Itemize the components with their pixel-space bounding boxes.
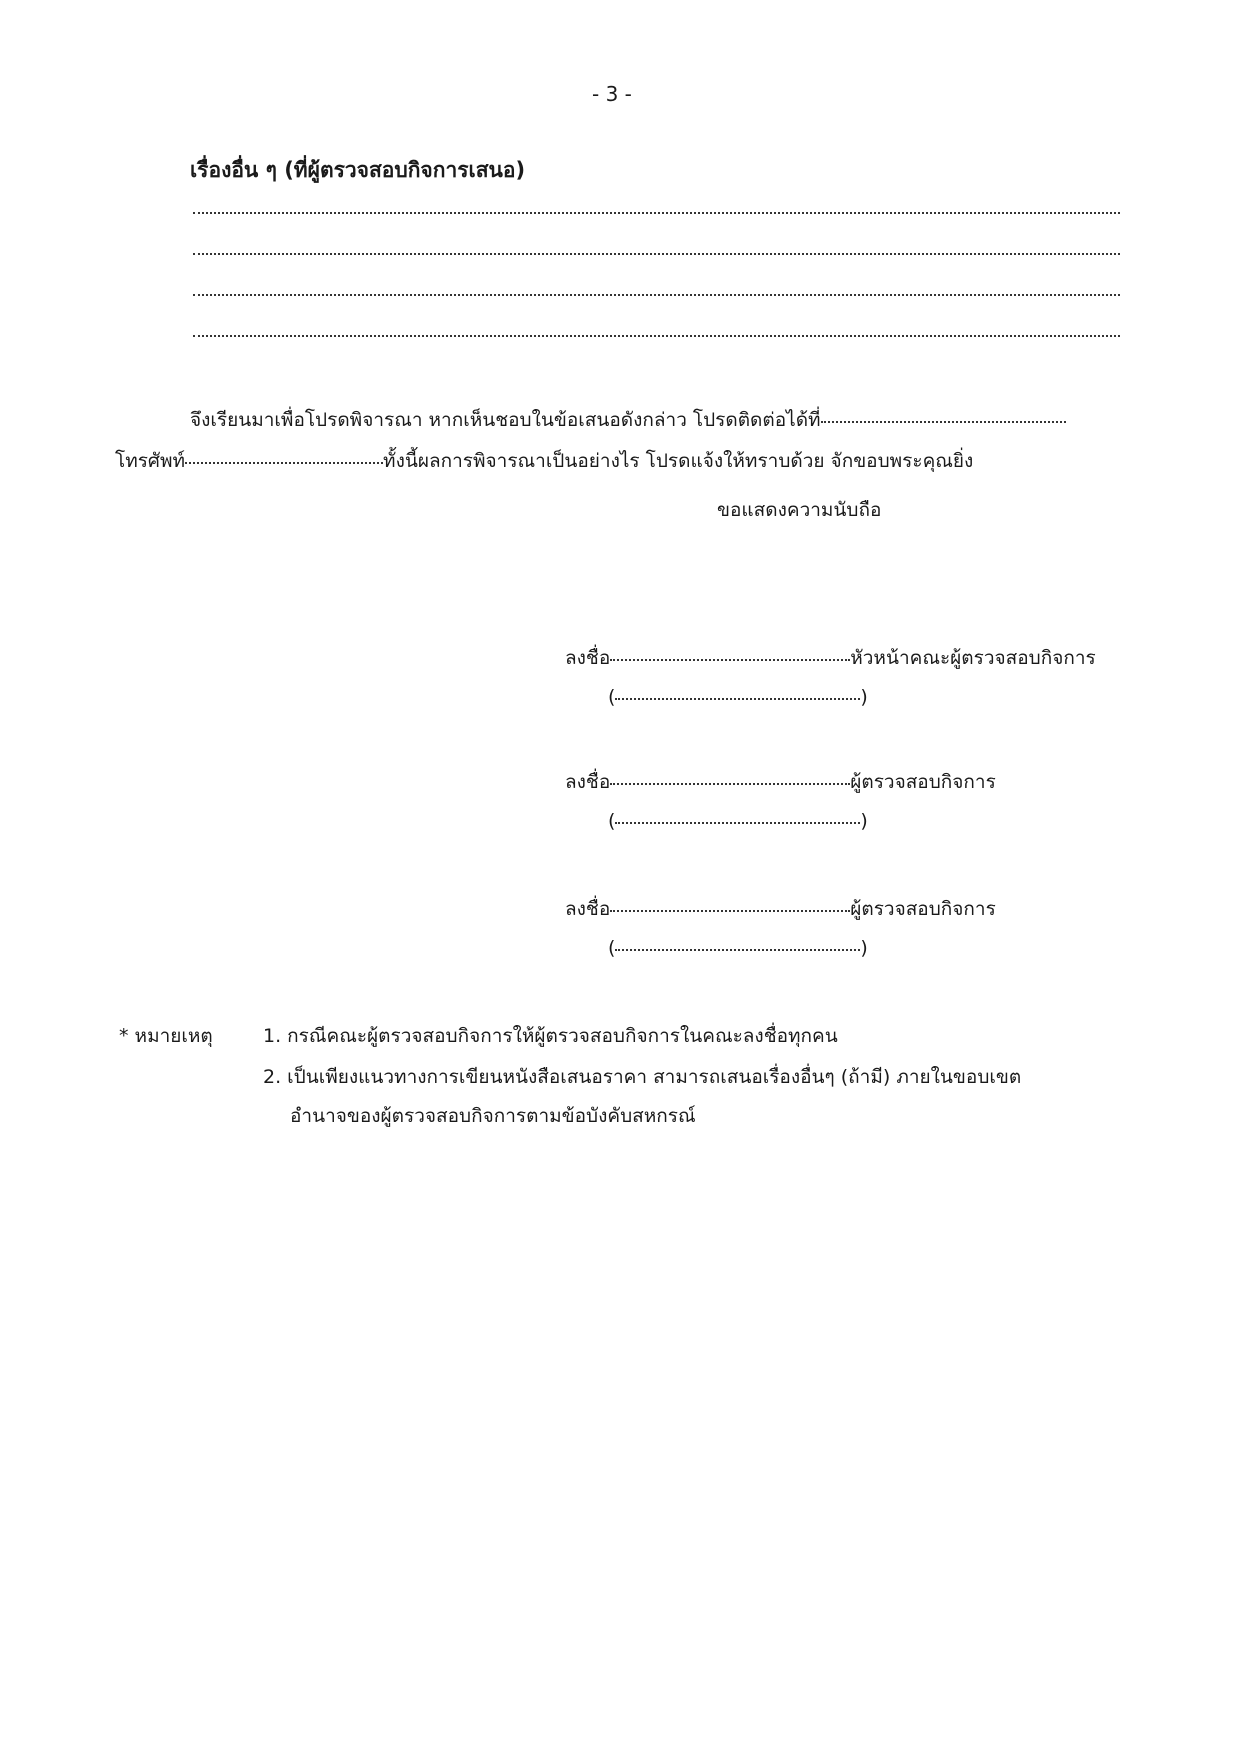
blank-line-2[interactable]: [193, 253, 1120, 255]
note-item-1: 1. กรณีคณะผู้ตรวจสอบกิจการให้ผู้ตรวจสอบกิจการในคณะลงชื่อทุกคน: [263, 1025, 838, 1047]
name-blank[interactable]: [615, 822, 860, 824]
signature-line-1: [565, 643, 1096, 673]
note-item-2-continued: อำนาจของผู้ตรวจสอบกิจการตามข้อบังคับสหกรณ์: [290, 1105, 696, 1127]
signer-role: ผู้ตรวจสอบกิจการ: [850, 771, 996, 793]
phone-blank[interactable]: [185, 462, 383, 464]
name-line-2: [608, 810, 868, 832]
note-item-2: 2. เป็นเพียงแนวทางการเขียนหนังสือเสนอราคา สามารถเสนอเรื่องอื่นๆ (ถ้ามี) ภายในขอบเขต: [263, 1066, 1022, 1088]
signature-line-3: [565, 894, 996, 924]
notes-label: * หมายเหตุ: [119, 1025, 213, 1047]
signature-blank[interactable]: [610, 910, 850, 912]
signature-line-2: [565, 767, 996, 797]
name-line-1: [608, 686, 868, 708]
open-paren: (: [608, 810, 616, 832]
phone-label: โทรศัพท์: [115, 450, 186, 472]
sign-label: ลงชื่อ: [565, 647, 611, 669]
blank-line-4[interactable]: [193, 335, 1120, 337]
request-text: จึงเรียนมาเพื่อโปรดพิจารณา หากเห็นชอบในข้อเสนอดังกล่าว โปรดติดต่อได้ที่: [190, 409, 821, 431]
sign-label: ลงชื่อ: [565, 771, 611, 793]
close-paren: ): [860, 937, 868, 959]
close-paren: ): [860, 810, 868, 832]
close-paren: ): [860, 686, 868, 708]
page-number: - 3 -: [592, 82, 632, 106]
blank-line-3[interactable]: [193, 294, 1120, 296]
name-blank[interactable]: [615, 698, 860, 700]
signer-role: หัวหน้าคณะผู้ตรวจสอบกิจการ: [850, 647, 1096, 669]
signature-blank[interactable]: [610, 783, 850, 785]
request-line-1: [190, 405, 1066, 435]
sign-label: ลงชื่อ: [565, 898, 611, 920]
contact-blank[interactable]: [821, 421, 1066, 423]
blank-line-1[interactable]: [193, 212, 1120, 214]
section-heading: เรื่องอื่น ๆ (ที่ผู้ตรวจสอบกิจการเสนอ): [190, 158, 526, 182]
signer-role: ผู้ตรวจสอบกิจการ: [850, 898, 996, 920]
open-paren: (: [608, 937, 616, 959]
request-text-2: ทั้งนี้ผลการพิจารณาเป็นอย่างไร โปรดแจ้งให้ทราบด้วย จักขอบพระคุณยิ่ง: [383, 450, 974, 472]
signature-blank[interactable]: [610, 659, 850, 661]
closing: ขอแสดงความนับถือ: [717, 499, 882, 521]
name-line-3: [608, 937, 868, 959]
open-paren: (: [608, 686, 616, 708]
request-line-2: [115, 446, 973, 476]
name-blank[interactable]: [615, 949, 860, 951]
